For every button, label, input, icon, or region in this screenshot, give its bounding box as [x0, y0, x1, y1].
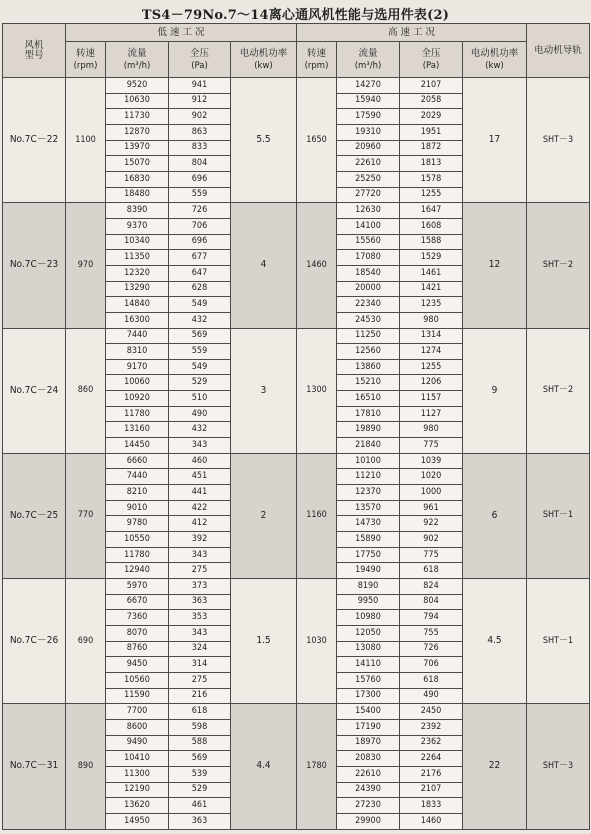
low-flow-cell: 11350: [106, 250, 169, 266]
high-pressure-cell: 804: [400, 594, 463, 610]
low-power-cell: 1.5: [231, 579, 297, 704]
high-flow-cell: 27230: [337, 798, 400, 814]
low-flow-cell: 8760: [106, 641, 169, 657]
low-flow-cell: 16300: [106, 312, 169, 328]
low-pressure-cell: 314: [169, 657, 231, 673]
high-flow-cell: 15760: [337, 672, 400, 688]
high-pressure-cell: 1255: [400, 359, 463, 375]
low-pressure-cell: 539: [169, 766, 231, 782]
high-pressure-cell: 2107: [400, 78, 463, 94]
low-pressure-cell: 706: [169, 218, 231, 234]
low-flow-cell: 7440: [106, 469, 169, 485]
high-flow-cell: 19490: [337, 563, 400, 579]
low-power-cell: 4.4: [231, 704, 297, 829]
high-flow-cell: 20000: [337, 281, 400, 297]
rail-cell: SHT－2: [527, 328, 590, 453]
high-flow-cell: 8190: [337, 579, 400, 595]
high-pressure-cell: 618: [400, 672, 463, 688]
table-row: [3, 78, 590, 94]
low-pressure-cell: 510: [169, 391, 231, 407]
high-pressure-cell: 1951: [400, 124, 463, 140]
low-flow-cell: 12190: [106, 782, 169, 798]
high-flow-cell: 13570: [337, 500, 400, 516]
low-pressure-cell: 804: [169, 156, 231, 172]
high-speed-cell: 1030: [297, 579, 337, 704]
high-flow-cell: 13080: [337, 641, 400, 657]
high-power-cell: 22: [463, 704, 527, 829]
low-flow-cell: 16830: [106, 171, 169, 187]
rail-cell: SHT－3: [527, 78, 590, 203]
high-flow-cell: 17810: [337, 406, 400, 422]
header-high-flow: 流量 (m³/h): [337, 42, 400, 78]
low-flow-cell: 14450: [106, 438, 169, 454]
low-flow-cell: 13290: [106, 281, 169, 297]
header-low-pressure: 全压 (Pa): [169, 42, 231, 78]
low-flow-cell: 10340: [106, 234, 169, 250]
fan-performance-table: [2, 23, 590, 830]
page-title: TS4－79No.7～14离心通风机性能与选用件表(2): [141, 8, 450, 23]
high-pressure-cell: 2176: [400, 766, 463, 782]
high-flow-cell: 12370: [337, 485, 400, 501]
high-pressure-cell: 794: [400, 610, 463, 626]
low-flow-cell: 10550: [106, 532, 169, 548]
high-flow-cell: 14100: [337, 218, 400, 234]
high-flow-cell: 17750: [337, 547, 400, 563]
low-pressure-cell: 549: [169, 359, 231, 375]
low-speed-cell: 860: [66, 328, 106, 453]
high-flow-cell: 9950: [337, 594, 400, 610]
high-flow-cell: 10980: [337, 610, 400, 626]
low-flow-cell: 8390: [106, 203, 169, 219]
low-flow-cell: 10920: [106, 391, 169, 407]
high-flow-cell: 15400: [337, 704, 400, 720]
low-flow-cell: 10560: [106, 672, 169, 688]
low-pressure-cell: 451: [169, 469, 231, 485]
low-flow-cell: 9010: [106, 500, 169, 516]
high-flow-cell: 11250: [337, 328, 400, 344]
low-pressure-cell: 628: [169, 281, 231, 297]
low-pressure-cell: 343: [169, 625, 231, 641]
high-flow-cell: 27720: [337, 187, 400, 203]
high-pressure-cell: 2264: [400, 751, 463, 767]
high-pressure-cell: 1872: [400, 140, 463, 156]
high-pressure-cell: 1647: [400, 203, 463, 219]
low-flow-cell: 9370: [106, 218, 169, 234]
high-flow-cell: 12630: [337, 203, 400, 219]
low-flow-cell: 11780: [106, 547, 169, 563]
low-pressure-cell: 559: [169, 344, 231, 360]
high-power-cell: 6: [463, 453, 527, 578]
header-low-flow: 流量 (m³/h): [106, 42, 169, 78]
header-high-speed-group: 高 速 工 况: [297, 24, 527, 42]
high-pressure-cell: 1578: [400, 171, 463, 187]
low-pressure-cell: 324: [169, 641, 231, 657]
high-flow-cell: 14730: [337, 516, 400, 532]
low-flow-cell: 9490: [106, 735, 169, 751]
high-pressure-cell: 1255: [400, 187, 463, 203]
table-body: [3, 78, 590, 830]
high-pressure-cell: 1588: [400, 234, 463, 250]
low-flow-cell: 12870: [106, 124, 169, 140]
low-pressure-cell: 559: [169, 187, 231, 203]
high-pressure-cell: 1608: [400, 218, 463, 234]
low-pressure-cell: 902: [169, 109, 231, 125]
high-flow-cell: 15890: [337, 532, 400, 548]
high-pressure-cell: 755: [400, 625, 463, 641]
high-pressure-cell: 1020: [400, 469, 463, 485]
high-pressure-cell: 2029: [400, 109, 463, 125]
table-row: [3, 579, 590, 595]
high-pressure-cell: 490: [400, 688, 463, 704]
low-pressure-cell: 647: [169, 265, 231, 281]
low-flow-cell: 11300: [106, 766, 169, 782]
low-pressure-cell: 353: [169, 610, 231, 626]
high-pressure-cell: 961: [400, 500, 463, 516]
low-pressure-cell: 461: [169, 798, 231, 814]
high-pressure-cell: 1274: [400, 344, 463, 360]
high-pressure-cell: 902: [400, 532, 463, 548]
high-flow-cell: 17080: [337, 250, 400, 266]
table-row: [3, 453, 590, 469]
high-flow-cell: 18540: [337, 265, 400, 281]
low-flow-cell: 11780: [106, 406, 169, 422]
low-pressure-cell: 460: [169, 453, 231, 469]
table-row: [3, 328, 590, 344]
high-power-cell: 12: [463, 203, 527, 328]
high-flow-cell: 17300: [337, 688, 400, 704]
low-flow-cell: 10410: [106, 751, 169, 767]
high-flow-cell: 19310: [337, 124, 400, 140]
high-pressure-cell: 775: [400, 547, 463, 563]
low-flow-cell: 14840: [106, 297, 169, 313]
high-flow-cell: 11210: [337, 469, 400, 485]
low-pressure-cell: 696: [169, 171, 231, 187]
low-pressure-cell: 912: [169, 93, 231, 109]
low-pressure-cell: 441: [169, 485, 231, 501]
header-rail: 电动机导轨: [527, 24, 590, 78]
high-pressure-cell: 824: [400, 579, 463, 595]
high-speed-cell: 1160: [297, 453, 337, 578]
high-pressure-cell: 922: [400, 516, 463, 532]
low-pressure-cell: 343: [169, 547, 231, 563]
table-row: [3, 203, 590, 219]
high-pressure-cell: 1833: [400, 798, 463, 814]
low-pressure-cell: 363: [169, 813, 231, 829]
low-flow-cell: 8070: [106, 625, 169, 641]
high-pressure-cell: 1460: [400, 813, 463, 829]
low-pressure-cell: 432: [169, 312, 231, 328]
high-speed-cell: 1460: [297, 203, 337, 328]
low-speed-cell: 770: [66, 453, 106, 578]
low-flow-cell: 7360: [106, 610, 169, 626]
low-flow-cell: 18480: [106, 187, 169, 203]
low-pressure-cell: 863: [169, 124, 231, 140]
rail-cell: SHT－2: [527, 203, 590, 328]
model-cell: No.7C－31: [3, 704, 66, 829]
high-pressure-cell: 980: [400, 312, 463, 328]
high-flow-cell: 24390: [337, 782, 400, 798]
low-speed-cell: 890: [66, 704, 106, 829]
low-pressure-cell: 833: [169, 140, 231, 156]
high-pressure-cell: 1529: [400, 250, 463, 266]
high-pressure-cell: 2392: [400, 719, 463, 735]
low-flow-cell: 6670: [106, 594, 169, 610]
rail-cell: SHT－1: [527, 453, 590, 578]
high-pressure-cell: 1235: [400, 297, 463, 313]
high-pressure-cell: 1314: [400, 328, 463, 344]
high-pressure-cell: 1813: [400, 156, 463, 172]
high-pressure-cell: 2107: [400, 782, 463, 798]
high-speed-cell: 1780: [297, 704, 337, 829]
high-pressure-cell: 980: [400, 422, 463, 438]
high-flow-cell: 12050: [337, 625, 400, 641]
low-pressure-cell: 598: [169, 719, 231, 735]
low-pressure-cell: 549: [169, 297, 231, 313]
low-flow-cell: 10630: [106, 93, 169, 109]
low-pressure-cell: 588: [169, 735, 231, 751]
low-flow-cell: 8310: [106, 344, 169, 360]
high-pressure-cell: 1421: [400, 281, 463, 297]
low-pressure-cell: 529: [169, 375, 231, 391]
high-flow-cell: 15940: [337, 93, 400, 109]
table-row: [3, 704, 590, 720]
header-low-speed-group: 低 速 工 况: [66, 24, 297, 42]
low-flow-cell: 10060: [106, 375, 169, 391]
low-flow-cell: 9780: [106, 516, 169, 532]
low-pressure-cell: 275: [169, 672, 231, 688]
low-flow-cell: 15070: [106, 156, 169, 172]
high-flow-cell: 22340: [337, 297, 400, 313]
low-pressure-cell: 569: [169, 328, 231, 344]
low-flow-cell: 13160: [106, 422, 169, 438]
high-flow-cell: 29900: [337, 813, 400, 829]
header-high-speed: 转速 (rpm): [297, 42, 337, 78]
high-flow-cell: 20830: [337, 751, 400, 767]
low-flow-cell: 14950: [106, 813, 169, 829]
high-flow-cell: 22610: [337, 156, 400, 172]
low-flow-cell: 5970: [106, 579, 169, 595]
high-pressure-cell: 1206: [400, 375, 463, 391]
high-pressure-cell: 1127: [400, 406, 463, 422]
high-flow-cell: 15560: [337, 234, 400, 250]
low-flow-cell: 9520: [106, 78, 169, 94]
low-pressure-cell: 696: [169, 234, 231, 250]
high-power-cell: 9: [463, 328, 527, 453]
model-cell: No.7C－25: [3, 453, 66, 578]
high-pressure-cell: 1039: [400, 453, 463, 469]
header-high-pressure: 全压 (Pa): [400, 42, 463, 78]
high-flow-cell: 15210: [337, 375, 400, 391]
low-pressure-cell: 941: [169, 78, 231, 94]
low-flow-cell: 8600: [106, 719, 169, 735]
high-speed-cell: 1650: [297, 78, 337, 203]
header-low-speed: 转速 (rpm): [66, 42, 106, 78]
high-flow-cell: 18970: [337, 735, 400, 751]
high-flow-cell: 10100: [337, 453, 400, 469]
high-pressure-cell: 1461: [400, 265, 463, 281]
low-pressure-cell: 373: [169, 579, 231, 595]
high-flow-cell: 24530: [337, 312, 400, 328]
high-flow-cell: 21840: [337, 438, 400, 454]
low-pressure-cell: 363: [169, 594, 231, 610]
low-flow-cell: 13970: [106, 140, 169, 156]
model-cell: No.7C－24: [3, 328, 66, 453]
rail-cell: SHT－3: [527, 704, 590, 829]
low-pressure-cell: 569: [169, 751, 231, 767]
high-flow-cell: 25250: [337, 171, 400, 187]
low-flow-cell: 11730: [106, 109, 169, 125]
low-flow-cell: 9170: [106, 359, 169, 375]
low-flow-cell: 9450: [106, 657, 169, 673]
low-pressure-cell: 216: [169, 688, 231, 704]
model-cell: No.7C－23: [3, 203, 66, 328]
high-flow-cell: 13860: [337, 359, 400, 375]
high-flow-cell: 14270: [337, 78, 400, 94]
high-power-cell: 4.5: [463, 579, 527, 704]
high-pressure-cell: 2362: [400, 735, 463, 751]
low-flow-cell: 13620: [106, 798, 169, 814]
low-pressure-cell: 392: [169, 532, 231, 548]
high-pressure-cell: 1000: [400, 485, 463, 501]
low-flow-cell: 7440: [106, 328, 169, 344]
rail-cell: SHT－1: [527, 579, 590, 704]
low-pressure-cell: 422: [169, 500, 231, 516]
low-flow-cell: 12320: [106, 265, 169, 281]
model-cell: No.7C－22: [3, 78, 66, 203]
header-low-power: 电动机功率 (kw): [231, 42, 297, 78]
low-pressure-cell: 618: [169, 704, 231, 720]
high-speed-cell: 1300: [297, 328, 337, 453]
high-flow-cell: 16510: [337, 391, 400, 407]
low-pressure-cell: 343: [169, 438, 231, 454]
low-flow-cell: 8210: [106, 485, 169, 501]
low-power-cell: 2: [231, 453, 297, 578]
high-flow-cell: 17190: [337, 719, 400, 735]
high-pressure-cell: 618: [400, 563, 463, 579]
high-pressure-cell: 2058: [400, 93, 463, 109]
high-flow-cell: 14110: [337, 657, 400, 673]
low-pressure-cell: 412: [169, 516, 231, 532]
model-cell: No.7C－26: [3, 579, 66, 704]
low-speed-cell: 690: [66, 579, 106, 704]
low-flow-cell: 11590: [106, 688, 169, 704]
high-flow-cell: 20960: [337, 140, 400, 156]
low-power-cell: 5.5: [231, 78, 297, 203]
high-pressure-cell: 775: [400, 438, 463, 454]
high-flow-cell: 19890: [337, 422, 400, 438]
low-pressure-cell: 490: [169, 406, 231, 422]
high-pressure-cell: 2450: [400, 704, 463, 720]
high-flow-cell: 22610: [337, 766, 400, 782]
low-flow-cell: 12940: [106, 563, 169, 579]
high-pressure-cell: 1157: [400, 391, 463, 407]
high-pressure-cell: 706: [400, 657, 463, 673]
low-speed-cell: 970: [66, 203, 106, 328]
low-pressure-cell: 677: [169, 250, 231, 266]
low-power-cell: 3: [231, 328, 297, 453]
low-flow-cell: 7700: [106, 704, 169, 720]
high-power-cell: 17: [463, 78, 527, 203]
low-power-cell: 4: [231, 203, 297, 328]
low-speed-cell: 1100: [66, 78, 106, 203]
low-pressure-cell: 275: [169, 563, 231, 579]
low-pressure-cell: 529: [169, 782, 231, 798]
low-pressure-cell: 726: [169, 203, 231, 219]
low-pressure-cell: 432: [169, 422, 231, 438]
header-high-power: 电动机功率 (kw): [463, 42, 527, 78]
low-flow-cell: 6660: [106, 453, 169, 469]
high-pressure-cell: 726: [400, 641, 463, 657]
high-flow-cell: 12560: [337, 344, 400, 360]
header-model: 风机 型号: [3, 24, 66, 78]
high-flow-cell: 17590: [337, 109, 400, 125]
